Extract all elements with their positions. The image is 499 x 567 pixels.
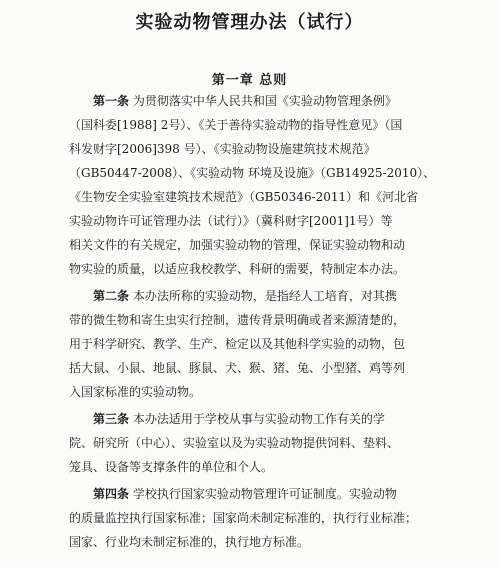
chapter-heading: 第一章 总则 [211,73,288,88]
article-1-line-1: 第一条 为贯彻落实中华人民共和国《实验动物管理条例》 [93,94,397,108]
article-2-label: 第二条 [93,289,130,303]
article-3-label: 第三条 [93,412,130,426]
article-1-line-5: 《生物安全实验室建筑技术规范》（GB50346-2011）和《河北省 [69,190,419,204]
article-3-line-3: 笼具、设备等支撑条件的单位和个人。 [69,460,274,474]
article-2-line-3: 用于科学研究、教学、生产、检定以及其他科学实验的动物，包 [69,337,406,351]
article-2-line-1: 第二条 本办法所称的实验动物，是指经人工培育，对其携 [93,289,397,303]
article-4-line-3: 国家、行业均未制定标准的，执行地方标准。 [69,535,310,549]
article-3-line-2: 院、研究所（中心）、实验室以及为实验动物提供饲料、垫料、 [69,436,400,450]
article-1-label: 第一条 [93,94,130,108]
article-1-line-3: 科发财字[2006]398 号）、《实验动物设施建筑技术规范》 [69,142,376,156]
article-2-line-5: 入国家标准的实验动物。 [69,385,202,399]
article-3-line-1: 第三条 本办法适用于学校从事与实验动物工作有关的学 [93,412,385,426]
article-2-line-2: 带的微生物和寄生虫实行控制，遗传背景明确或者来源清楚的， [69,313,406,327]
document-title: 实验动物管理办法（试行） [135,12,364,33]
article-1-line-4: （GB50447-2008）、《实验动物 环境及设施》（GB14925-2010）、 [69,166,436,180]
article-2-line-4: 括大鼠、小鼠、地鼠、豚鼠、犬、猴、猪、兔、小型猪、鸡等列 [69,361,406,375]
article-1-line-8: 物实验的质量，以适应我校教学、科研的需要，特制定本办法。 [69,262,406,276]
article-4-line-1: 第四条 学校执行国家实验动物管理许可证制度。实验动物 [93,487,397,501]
article-4-line-2: 的质量监控执行国家标准；国家尚未制定标准的，执行行业标准； [69,511,418,525]
article-1-line-7: 相关文件的有关规定，加强实验动物的管理，保证实验动物和动 [69,238,406,252]
article-1-line-6: 实验动物许可证管理办法（试行）》（冀科财字[2001]1号）等 [69,214,393,228]
article-4-label: 第四条 [93,487,130,501]
article-1-line-2: （国科委[1988] 2号）、《关于善待实验动物的指导性意见》（国 [69,118,403,132]
